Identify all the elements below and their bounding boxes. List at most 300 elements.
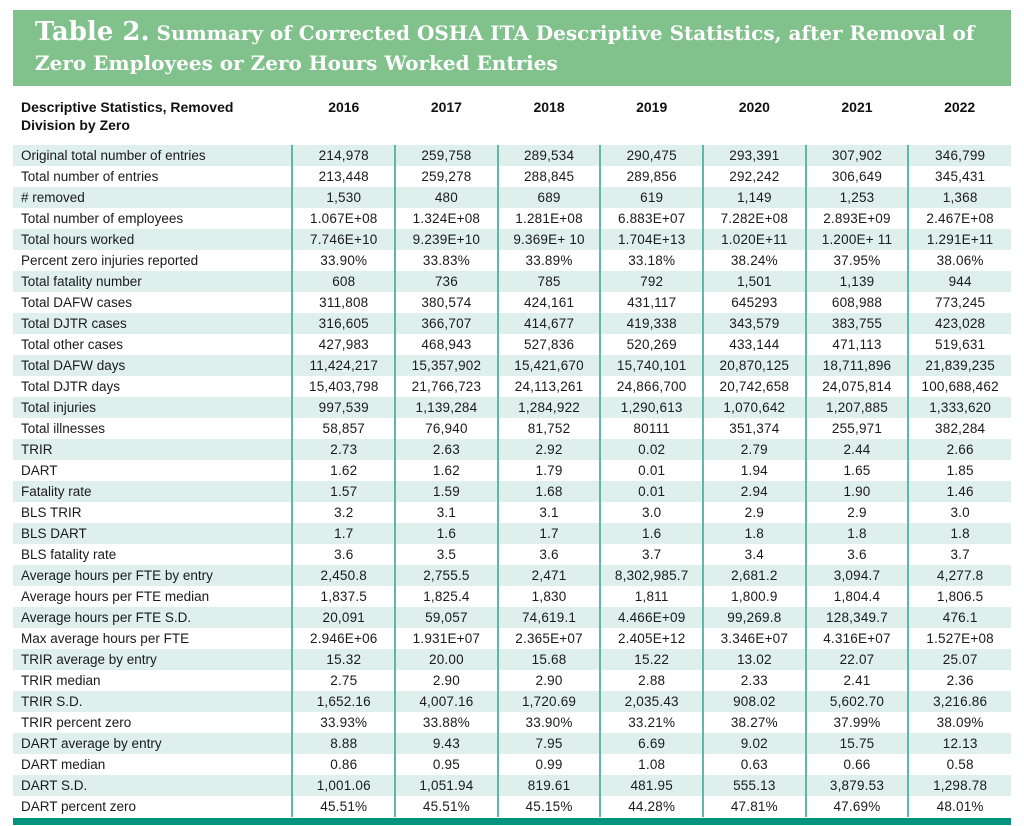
- cell-value: 1.7: [498, 523, 601, 544]
- cell-value: 58,857: [292, 418, 395, 439]
- cell-value: 645293: [703, 292, 806, 313]
- cell-value: 351,374: [703, 418, 806, 439]
- column-header-year: 2017: [430, 99, 462, 116]
- cell-value: 33.93%: [292, 712, 395, 733]
- cell-value: 433,144: [703, 334, 806, 355]
- cell-value: 736: [395, 271, 498, 292]
- cell-value: 44.28%: [600, 796, 703, 817]
- cell-value: 4,007.16: [395, 691, 498, 712]
- cell-value: 519,631: [908, 334, 1011, 355]
- cell-value: 289,856: [600, 166, 703, 187]
- cell-value: 3.0: [908, 502, 1011, 523]
- table-row: [13, 271, 1011, 292]
- row-label: Total DAFW days: [21, 358, 126, 374]
- row-label: DART S.D.: [21, 778, 88, 794]
- cell-value: 3.6: [806, 544, 909, 565]
- cell-value: 1,501: [703, 271, 806, 292]
- cell-value: 15.68: [498, 649, 601, 670]
- cell-value: 15.22: [600, 649, 703, 670]
- cell-value: 2.66: [908, 439, 1011, 460]
- cell-value: 608: [292, 271, 395, 292]
- cell-value: 38.27%: [703, 712, 806, 733]
- table-row: [13, 712, 1011, 733]
- cell-value: 37.99%: [806, 712, 909, 733]
- cell-value: 773,245: [908, 292, 1011, 313]
- row-label: Percent zero injuries reported: [21, 253, 199, 269]
- table-row: [13, 733, 1011, 754]
- table-row: [13, 691, 1011, 712]
- cell-value: 38.09%: [908, 712, 1011, 733]
- table-row: [13, 670, 1011, 691]
- cell-value: 38.06%: [908, 250, 1011, 271]
- cell-value: 1.68: [498, 481, 601, 502]
- bottom-rule: [13, 818, 1011, 825]
- row-label: Total hours worked: [21, 232, 135, 248]
- cell-value: 18,711,896: [806, 355, 909, 376]
- cell-value: 47.81%: [703, 796, 806, 817]
- cell-value: 293,391: [703, 145, 806, 166]
- cell-value: 1.067E+08: [292, 208, 395, 229]
- cell-value: 527,836: [498, 334, 601, 355]
- column-header-label: Descriptive Statistics, Removed Division by Zero: [21, 99, 234, 133]
- column-header-year: 2019: [636, 99, 668, 116]
- cell-value: 3.0: [600, 502, 703, 523]
- cell-value: 6.69: [600, 733, 703, 754]
- table-row: [13, 250, 1011, 271]
- cell-value: 785: [498, 271, 601, 292]
- cell-value: 21,766,723: [395, 376, 498, 397]
- row-label: Total DJTR days: [21, 379, 121, 395]
- cell-value: 76,940: [395, 418, 498, 439]
- cell-value: 74,619.1: [498, 607, 601, 628]
- cell-value: 292,242: [703, 166, 806, 187]
- cell-value: 8.88: [292, 733, 395, 754]
- cell-value: 2.9: [806, 502, 909, 523]
- cell-value: 1.65: [806, 460, 909, 481]
- cell-value: 427,983: [292, 334, 395, 355]
- cell-value: 0.63: [703, 754, 806, 775]
- cell-value: 908.02: [703, 691, 806, 712]
- cell-value: 2.90: [395, 670, 498, 691]
- cell-value: 15,403,798: [292, 376, 395, 397]
- cell-value: 288,845: [498, 166, 601, 187]
- cell-value: 20,091: [292, 607, 395, 628]
- cell-value: 2.946E+06: [292, 628, 395, 649]
- cell-value: 345,431: [908, 166, 1011, 187]
- cell-value: 343,579: [703, 313, 806, 334]
- row-label: Total other cases: [21, 337, 124, 353]
- cell-value: 1,804.4: [806, 586, 909, 607]
- cell-value: 20,742,658: [703, 376, 806, 397]
- cell-value: 3.5: [395, 544, 498, 565]
- cell-value: 3,216.86: [908, 691, 1011, 712]
- cell-value: 2.33: [703, 670, 806, 691]
- cell-value: 8,302,985.7: [600, 565, 703, 586]
- cell-value: 1,298.78: [908, 775, 1011, 796]
- row-label: DART median: [21, 757, 106, 773]
- cell-value: 2.63: [395, 439, 498, 460]
- cell-value: 1.62: [292, 460, 395, 481]
- row-label: DART average by entry: [21, 736, 162, 752]
- cell-value: 1.6: [600, 523, 703, 544]
- cell-value: 481.95: [600, 775, 703, 796]
- cell-value: 2.73: [292, 439, 395, 460]
- cell-value: 1.6: [395, 523, 498, 544]
- cell-value: 1.704E+13: [600, 229, 703, 250]
- table-row: [13, 313, 1011, 334]
- row-label: Total injuries: [21, 400, 97, 416]
- cell-value: 471,113: [806, 334, 909, 355]
- cell-value: 792: [600, 271, 703, 292]
- cell-value: 0.58: [908, 754, 1011, 775]
- cell-value: 997,539: [292, 397, 395, 418]
- cell-value: 3.7: [600, 544, 703, 565]
- cell-value: 3.346E+07: [703, 628, 806, 649]
- cell-value: 47.69%: [806, 796, 909, 817]
- cell-value: 346,799: [908, 145, 1011, 166]
- row-label: BLS DART: [21, 526, 87, 542]
- cell-value: 0.86: [292, 754, 395, 775]
- cell-value: 1.90: [806, 481, 909, 502]
- table-row: [13, 481, 1011, 502]
- cell-value: 15,421,670: [498, 355, 601, 376]
- cell-value: 80111: [600, 418, 703, 439]
- statistics-table: [13, 86, 1011, 817]
- cell-value: 414,677: [498, 313, 601, 334]
- cell-value: 2.893E+09: [806, 208, 909, 229]
- cell-value: 33.83%: [395, 250, 498, 271]
- cell-value: 15.32: [292, 649, 395, 670]
- cell-value: 1.08: [600, 754, 703, 775]
- cell-value: 4.316E+07: [806, 628, 909, 649]
- cell-value: 9.02: [703, 733, 806, 754]
- cell-value: 33.88%: [395, 712, 498, 733]
- cell-value: 259,278: [395, 166, 498, 187]
- cell-value: 1.527E+08: [908, 628, 1011, 649]
- row-label: Average hours per FTE median: [21, 589, 210, 605]
- cell-value: 25.07: [908, 649, 1011, 670]
- cell-value: 2.467E+08: [908, 208, 1011, 229]
- cell-value: 11,424,217: [292, 355, 395, 376]
- table-row: [13, 523, 1011, 544]
- cell-value: 20.00: [395, 649, 498, 670]
- cell-value: 33.89%: [498, 250, 601, 271]
- cell-value: 1,333,620: [908, 397, 1011, 418]
- cell-value: 22.07: [806, 649, 909, 670]
- cell-value: 2,681.2: [703, 565, 806, 586]
- cell-value: 316,605: [292, 313, 395, 334]
- cell-value: 0.95: [395, 754, 498, 775]
- cell-value: 1,837.5: [292, 586, 395, 607]
- cell-value: 259,758: [395, 145, 498, 166]
- cell-value: 311,808: [292, 292, 395, 313]
- cell-value: 1,368: [908, 187, 1011, 208]
- cell-value: 1.281E+08: [498, 208, 601, 229]
- cell-value: 1,207,885: [806, 397, 909, 418]
- cell-value: 3.1: [498, 502, 601, 523]
- cell-value: 13.02: [703, 649, 806, 670]
- row-label: DART: [21, 463, 58, 479]
- cell-value: 382,284: [908, 418, 1011, 439]
- cell-value: 2.36: [908, 670, 1011, 691]
- table-row: [13, 649, 1011, 670]
- cell-value: 2.365E+07: [498, 628, 601, 649]
- table-header-row: [13, 86, 1011, 145]
- table-row: [13, 439, 1011, 460]
- cell-value: 20,870,125: [703, 355, 806, 376]
- row-label: Total number of entries: [21, 169, 159, 185]
- cell-value: 9.239E+10: [395, 229, 498, 250]
- table-row: [13, 775, 1011, 796]
- cell-value: 2.405E+12: [600, 628, 703, 649]
- cell-value: 2.79: [703, 439, 806, 460]
- column-header-year: 2018: [533, 99, 565, 116]
- cell-value: 3,094.7: [806, 565, 909, 586]
- cell-value: 619: [600, 187, 703, 208]
- table-row: [13, 460, 1011, 481]
- cell-value: 1,830: [498, 586, 601, 607]
- table-title-banner: [13, 10, 1011, 86]
- cell-value: 1.62: [395, 460, 498, 481]
- cell-value: 468,943: [395, 334, 498, 355]
- table-row: [13, 229, 1011, 250]
- cell-value: 1.8: [806, 523, 909, 544]
- row-label: Total number of employees: [21, 211, 184, 227]
- cell-value: 366,707: [395, 313, 498, 334]
- cell-value: 1,139: [806, 271, 909, 292]
- cell-value: 1.79: [498, 460, 601, 481]
- cell-value: 15.75: [806, 733, 909, 754]
- cell-value: 3.1: [395, 502, 498, 523]
- cell-value: 2,471: [498, 565, 601, 586]
- cell-value: 0.99: [498, 754, 601, 775]
- cell-value: 2.94: [703, 481, 806, 502]
- row-label: Max average hours per FTE: [21, 631, 190, 647]
- cell-value: 431,117: [600, 292, 703, 313]
- table-row: [13, 145, 1011, 166]
- row-label: TRIR percent zero: [21, 715, 132, 731]
- cell-value: 1.8: [703, 523, 806, 544]
- cell-value: 33.90%: [498, 712, 601, 733]
- cell-value: 1.7: [292, 523, 395, 544]
- cell-value: 1,530: [292, 187, 395, 208]
- cell-value: 290,475: [600, 145, 703, 166]
- row-label: Total DJTR cases: [21, 316, 127, 332]
- cell-value: 6.883E+07: [600, 208, 703, 229]
- cell-value: 38.24%: [703, 250, 806, 271]
- cell-value: 1,070,642: [703, 397, 806, 418]
- cell-value: 4.466E+09: [600, 607, 703, 628]
- table-row: [13, 418, 1011, 439]
- cell-value: 4,277.8: [908, 565, 1011, 586]
- cell-value: 1.020E+11: [703, 229, 806, 250]
- cell-value: 419,338: [600, 313, 703, 334]
- row-label: BLS TRIR: [21, 505, 82, 521]
- cell-value: 2.75: [292, 670, 395, 691]
- column-header-year: 2016: [328, 99, 360, 116]
- cell-value: 213,448: [292, 166, 395, 187]
- cell-value: 3.7: [908, 544, 1011, 565]
- cell-value: 81,752: [498, 418, 601, 439]
- cell-value: 214,978: [292, 145, 395, 166]
- row-label: Total DAFW cases: [21, 295, 133, 311]
- cell-value: 45.15%: [498, 796, 601, 817]
- cell-value: 99,269.8: [703, 607, 806, 628]
- cell-value: 1,001.06: [292, 775, 395, 796]
- table-row: [13, 187, 1011, 208]
- cell-value: 1.931E+07: [395, 628, 498, 649]
- cell-value: 9.369E+ 10: [498, 229, 601, 250]
- cell-value: 45.51%: [395, 796, 498, 817]
- cell-value: 3.4: [703, 544, 806, 565]
- cell-value: 0.02: [600, 439, 703, 460]
- cell-value: 1.57: [292, 481, 395, 502]
- table-row: [13, 355, 1011, 376]
- table-row: [13, 628, 1011, 649]
- cell-value: 1.200E+ 11: [806, 229, 909, 250]
- cell-value: 1,139,284: [395, 397, 498, 418]
- row-label: # removed: [21, 190, 85, 206]
- cell-value: 1.8: [908, 523, 1011, 544]
- row-label: Total illnesses: [21, 421, 106, 437]
- row-label: TRIR average by entry: [21, 652, 157, 668]
- cell-value: 1,652.16: [292, 691, 395, 712]
- cell-value: 2.44: [806, 439, 909, 460]
- cell-value: 1,800.9: [703, 586, 806, 607]
- cell-value: 1.324E+08: [395, 208, 498, 229]
- cell-value: 128,349.7: [806, 607, 909, 628]
- cell-value: 24,113,261: [498, 376, 601, 397]
- cell-value: 2.9: [703, 502, 806, 523]
- cell-value: 24,075,814: [806, 376, 909, 397]
- cell-value: 21,839,235: [908, 355, 1011, 376]
- cell-value: 555.13: [703, 775, 806, 796]
- table-row: [13, 607, 1011, 628]
- table-row: [13, 376, 1011, 397]
- cell-value: 1,149: [703, 187, 806, 208]
- row-label: Average hours per FTE by entry: [21, 568, 213, 584]
- cell-value: 689: [498, 187, 601, 208]
- cell-value: 33.18%: [600, 250, 703, 271]
- cell-value: 12.13: [908, 733, 1011, 754]
- cell-value: 944: [908, 271, 1011, 292]
- cell-value: 1,825.4: [395, 586, 498, 607]
- table-row: [13, 292, 1011, 313]
- table-row: [13, 565, 1011, 586]
- table-row: [13, 334, 1011, 355]
- cell-value: 2,450.8: [292, 565, 395, 586]
- cell-value: 423,028: [908, 313, 1011, 334]
- column-header-year: 2020: [738, 99, 770, 116]
- cell-value: 15,740,101: [600, 355, 703, 376]
- table-title: Summary of Corrected OSHA ITA Descriptive Statistics, after Removal of Zero Employees or Zero Hours Worked Entries: [35, 21, 975, 76]
- cell-value: 59,057: [395, 607, 498, 628]
- cell-value: 33.90%: [292, 250, 395, 271]
- cell-value: 424,161: [498, 292, 601, 313]
- cell-value: 7.95: [498, 733, 601, 754]
- row-label: Average hours per FTE S.D.: [21, 610, 192, 626]
- row-label: DART percent zero: [21, 799, 137, 815]
- cell-value: 1,806.5: [908, 586, 1011, 607]
- cell-value: 9.43: [395, 733, 498, 754]
- cell-value: 480: [395, 187, 498, 208]
- table-row: [13, 397, 1011, 418]
- table-row: [13, 754, 1011, 775]
- cell-value: 5,602.70: [806, 691, 909, 712]
- cell-value: 289,534: [498, 145, 601, 166]
- table-row: [13, 796, 1011, 817]
- cell-value: 2.41: [806, 670, 909, 691]
- table-row: [13, 586, 1011, 607]
- table-row: [13, 208, 1011, 229]
- cell-value: 1.291E+11: [908, 229, 1011, 250]
- cell-value: 819.61: [498, 775, 601, 796]
- table-row: [13, 544, 1011, 565]
- cell-value: 1,284,922: [498, 397, 601, 418]
- cell-value: 1,720.69: [498, 691, 601, 712]
- cell-value: 100,688,462: [908, 376, 1011, 397]
- cell-value: 1,811: [600, 586, 703, 607]
- cell-value: 3.6: [292, 544, 395, 565]
- cell-value: 307,902: [806, 145, 909, 166]
- cell-value: 383,755: [806, 313, 909, 334]
- cell-value: 33.21%: [600, 712, 703, 733]
- column-header-year: 2021: [841, 99, 873, 116]
- cell-value: 306,649: [806, 166, 909, 187]
- cell-value: 3.6: [498, 544, 601, 565]
- cell-value: 1,253: [806, 187, 909, 208]
- cell-value: 380,574: [395, 292, 498, 313]
- cell-value: 2,035.43: [600, 691, 703, 712]
- table-row: [13, 502, 1011, 523]
- cell-value: 7.282E+08: [703, 208, 806, 229]
- cell-value: 45.51%: [292, 796, 395, 817]
- cell-value: 0.01: [600, 481, 703, 502]
- row-label: BLS fatality rate: [21, 547, 117, 563]
- cell-value: 0.66: [806, 754, 909, 775]
- cell-value: 15,357,902: [395, 355, 498, 376]
- cell-value: 3.2: [292, 502, 395, 523]
- cell-value: 520,269: [600, 334, 703, 355]
- cell-value: 3,879.53: [806, 775, 909, 796]
- row-label: TRIR median: [21, 673, 101, 689]
- cell-value: 1.46: [908, 481, 1011, 502]
- cell-value: 1.85: [908, 460, 1011, 481]
- table-number: Table 2.: [35, 17, 150, 47]
- cell-value: 1,290,613: [600, 397, 703, 418]
- cell-value: 1.59: [395, 481, 498, 502]
- row-label: Fatality rate: [21, 484, 92, 500]
- column-header-year: 2022: [944, 99, 976, 116]
- cell-value: 255,971: [806, 418, 909, 439]
- cell-value: 7.746E+10: [292, 229, 395, 250]
- cell-value: 24,866,700: [600, 376, 703, 397]
- cell-value: 37.95%: [806, 250, 909, 271]
- row-label: Total fatality number: [21, 274, 142, 290]
- cell-value: 2.88: [600, 670, 703, 691]
- cell-value: 1,051.94: [395, 775, 498, 796]
- table-row: [13, 166, 1011, 187]
- cell-value: 2,755.5: [395, 565, 498, 586]
- row-label: TRIR: [21, 442, 53, 458]
- row-label: Original total number of entries: [21, 148, 206, 164]
- cell-value: 48.01%: [908, 796, 1011, 817]
- cell-value: 1.94: [703, 460, 806, 481]
- cell-value: 476.1: [908, 607, 1011, 628]
- cell-value: 608,988: [806, 292, 909, 313]
- row-label: TRIR S.D.: [21, 694, 83, 710]
- cell-value: 2.92: [498, 439, 601, 460]
